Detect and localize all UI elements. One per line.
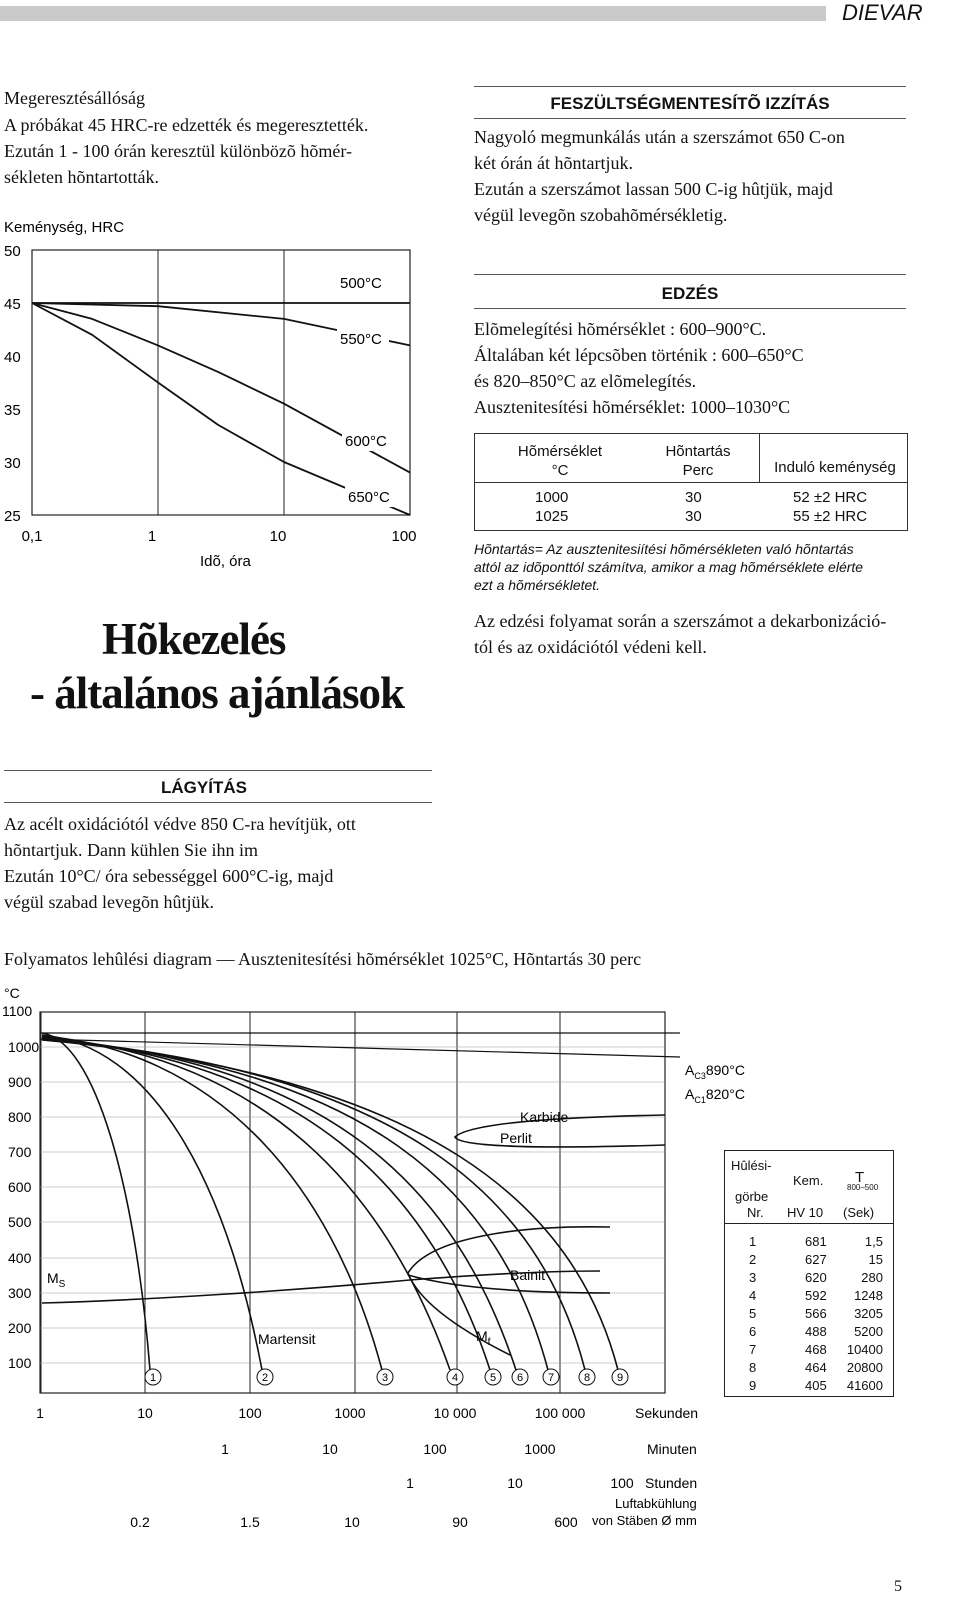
tempering-line: sékleten hõntartották. bbox=[4, 167, 159, 187]
tempering-xtick: 10 bbox=[269, 528, 287, 545]
axis-seconds-tick: 10 000 bbox=[433, 1405, 477, 1421]
stress-relief-line: végül levegõn szobahõmérsékletig. bbox=[474, 205, 728, 225]
table-cell: 1000 bbox=[535, 489, 569, 506]
cct-table-row bbox=[725, 1233, 893, 1251]
axis-air-tick: 1.5 bbox=[240, 1514, 260, 1530]
cct-curve-number: 4 bbox=[451, 1372, 459, 1384]
tempering-series-label: 650°C bbox=[348, 489, 390, 506]
cct-ytick: 900 bbox=[8, 1074, 32, 1090]
cct-curve-number: 7 bbox=[547, 1372, 555, 1384]
tempering-series-label: 550°C bbox=[340, 331, 382, 348]
cct-table-h2b: HV 10 bbox=[787, 1205, 824, 1220]
axis-seconds-tick: 100 000 bbox=[534, 1405, 586, 1421]
table-header-hold: Hõntartás Perc bbox=[665, 443, 731, 479]
cct-table-cell: 280 bbox=[861, 1270, 883, 1285]
martensit-label: Martensit bbox=[258, 1331, 316, 1347]
cct-curve-number: 6 bbox=[516, 1372, 524, 1384]
axis-air-tick: 10 bbox=[344, 1514, 360, 1530]
ac1-label: $A_{C1}820^\circ C$ bbox=[685, 1086, 745, 1105]
cct-ytick: 100 bbox=[8, 1355, 32, 1371]
cct-table-row bbox=[725, 1341, 893, 1359]
cct-table-h1: Hûlési- bbox=[731, 1158, 772, 1173]
axis-seconds-unit: Sekunden bbox=[635, 1405, 699, 1421]
cct-table-cell: 592 bbox=[805, 1288, 827, 1303]
annealing-title: LÁGYÍTÁS bbox=[161, 778, 247, 797]
tempering-xtick: 1 bbox=[147, 528, 157, 545]
cct-ytick: 500 bbox=[8, 1214, 32, 1230]
table-cell: 30 bbox=[685, 489, 702, 506]
bainit-label: Bainit bbox=[510, 1267, 546, 1283]
tempering-ytick: 25 bbox=[4, 508, 21, 525]
axis-seconds-tick: 100 bbox=[238, 1405, 262, 1421]
bainite-region bbox=[408, 1227, 610, 1355]
cct-ytick: 600 bbox=[8, 1179, 32, 1195]
cct-table-row bbox=[725, 1287, 893, 1305]
axis-seconds-tick: 10 bbox=[137, 1405, 153, 1421]
stress-relief-text bbox=[474, 124, 944, 228]
stress-relief-line: Ezután a szerszámot lassan 500 C-ig hûtjük, majd bbox=[474, 179, 833, 199]
cct-curve-number: 9 bbox=[616, 1372, 624, 1384]
table-col-hold bbox=[685, 488, 702, 526]
cct-ytick: 1000 bbox=[8, 1039, 40, 1055]
tempering-curves bbox=[32, 273, 410, 515]
cct-ytick: 200 bbox=[8, 1320, 32, 1336]
axis-air-unit2: von Stäben Ø mm bbox=[592, 1513, 697, 1528]
hardening-line: Ausztenitesítési hõmérséklet: 1000–1030°C bbox=[474, 397, 791, 417]
table-header-temp: Hõmérséklet °C bbox=[517, 443, 603, 479]
header-bar bbox=[0, 6, 826, 21]
main-title-line1: Hõkezelés bbox=[102, 614, 286, 664]
cct-table-row bbox=[725, 1377, 893, 1395]
hardening-line: és 820–850°C az elõmelegítés. bbox=[474, 371, 697, 391]
cct-ytick: 1100 bbox=[2, 1003, 33, 1019]
cct-table-cell: 488 bbox=[805, 1324, 827, 1339]
cct-table-cell: 6 bbox=[749, 1324, 757, 1339]
cct-time-axes bbox=[36, 1405, 698, 1530]
axis-hours-tick: 100 bbox=[610, 1475, 634, 1491]
cct-ytick: 300 bbox=[8, 1285, 32, 1301]
cct-table-h2: Kem. bbox=[793, 1173, 824, 1188]
tempering-title: Megeresztésállóság bbox=[4, 88, 145, 108]
axis-air-tick: 90 bbox=[452, 1514, 468, 1530]
cct-table-cell: 566 bbox=[805, 1306, 827, 1321]
tempering-ytick: 40 bbox=[4, 349, 21, 366]
cct-table-cell: 681 bbox=[805, 1234, 827, 1249]
cct-curve-number: 8 bbox=[583, 1372, 591, 1384]
tempering-text bbox=[4, 112, 444, 190]
cct-curve bbox=[42, 1038, 516, 1370]
cct-table-cell: 15 bbox=[868, 1252, 883, 1267]
cct-table-h3b: (Sek) bbox=[843, 1205, 875, 1220]
cct-curve bbox=[42, 1036, 382, 1370]
cct-table bbox=[724, 1150, 894, 1397]
cct-table-cell: 464 bbox=[805, 1360, 827, 1375]
tempering-xtick: 0,1 bbox=[21, 528, 43, 545]
cct-table-h1b: görbe bbox=[735, 1189, 769, 1204]
ms-label: $M_S$ bbox=[47, 1270, 66, 1290]
cct-curve-number: 1 bbox=[149, 1372, 157, 1384]
annealing-text bbox=[4, 811, 444, 915]
page-number: 5 bbox=[894, 1578, 902, 1595]
hardening-after bbox=[474, 608, 944, 660]
cct-curve-number: 2 bbox=[261, 1372, 269, 1384]
axis-air-unit1: Luftabkühlung bbox=[615, 1496, 697, 1511]
hardening-line: Elõmelegítési hõmérséklet : 600–900°C. bbox=[474, 319, 767, 339]
cct-curve bbox=[42, 1035, 262, 1370]
hardening-table bbox=[474, 433, 908, 531]
cct-table-cell: 20800 bbox=[846, 1360, 883, 1375]
table-col-hardness bbox=[793, 488, 867, 526]
note-line: attól az idõponttól számítva, amikor a mag hõmérséklete elérte bbox=[474, 559, 864, 575]
annealing-line: Ezután 10°C/ óra sebességgel 600°C-ig, majd bbox=[4, 866, 334, 886]
cct-diagram bbox=[0, 975, 745, 1535]
stress-relief-line: Nagyoló megmunkálás után a szerszámot 650 C-on bbox=[474, 127, 845, 147]
cct-curve bbox=[42, 1039, 585, 1370]
cct-title: Folyamatos lehûlési diagram — Ausztenitesítési hõmérséklet 1025°C, Hõntartás 30 perc bbox=[4, 949, 642, 969]
cct-table-cell: 1,5 bbox=[864, 1234, 883, 1249]
cct-table-cell: 2 bbox=[749, 1252, 757, 1267]
tempering-series-label: 600°C bbox=[345, 433, 387, 450]
main-title bbox=[30, 612, 404, 720]
axis-minutes-tick: 10 bbox=[322, 1441, 338, 1457]
cct-table-cell: 627 bbox=[805, 1252, 827, 1267]
tempering-ylabel: Keménység, HRC bbox=[4, 219, 125, 236]
karbide-label: Karbide bbox=[520, 1109, 569, 1125]
hardening-line: Általában két lépcsõben történik : 600–650°C bbox=[474, 345, 804, 365]
tempering-xlabel: Idõ, óra bbox=[200, 553, 251, 570]
cct-yticks bbox=[2, 1003, 39, 1371]
axis-seconds-tick: 1 bbox=[36, 1405, 44, 1421]
axis-minutes-unit: Minuten bbox=[647, 1441, 697, 1457]
after-line: tól és az oxidációtól védeni kell. bbox=[474, 637, 707, 657]
axis-hours-tick: 1 bbox=[406, 1475, 414, 1491]
cct-table-cell: 1248 bbox=[854, 1288, 883, 1303]
cct-ytick: 800 bbox=[8, 1109, 32, 1125]
after-line: Az edzési folyamat során a szerszámot a dekarbonizáció- bbox=[474, 611, 887, 631]
annealing-line: Az acélt oxidációtól védve 850 C-ra hevítjük, ott bbox=[4, 814, 356, 834]
main-title-line2: - általános ajánlások bbox=[30, 668, 405, 718]
axis-minutes-tick: 1000 bbox=[524, 1441, 556, 1457]
tempering-chart bbox=[0, 210, 450, 580]
cct-table-row bbox=[725, 1323, 893, 1341]
cct-table-cell: 9 bbox=[749, 1378, 757, 1393]
note-line: ezt a hõmérsékletet. bbox=[474, 577, 601, 593]
cct-table-cell: 468 bbox=[805, 1342, 827, 1357]
axis-hours-tick: 10 bbox=[507, 1475, 523, 1491]
cct-table-row bbox=[725, 1269, 893, 1287]
cct-table-cell: 10400 bbox=[846, 1342, 883, 1357]
cct-cooling-curves bbox=[42, 1033, 665, 1370]
cct-table-cell: 620 bbox=[805, 1270, 827, 1285]
cct-curve-numbers bbox=[145, 1369, 628, 1385]
tempering-ytick: 45 bbox=[4, 296, 21, 313]
tempering-series-label: 500°C bbox=[340, 275, 382, 292]
cct-table-row bbox=[725, 1359, 893, 1377]
cct-table-h3: T bbox=[855, 1169, 865, 1186]
tempering-xtick: 100 bbox=[391, 528, 417, 545]
annealing-line: hõntartjuk. Dann kühlen Sie ihn im bbox=[4, 840, 258, 860]
cct-ytick: 700 bbox=[8, 1144, 32, 1160]
cct-table-cell: 41600 bbox=[846, 1378, 883, 1393]
ac3-label: $A_{C3}890^\circ C$ bbox=[685, 1062, 745, 1081]
axis-air-tick: 600 bbox=[554, 1514, 578, 1530]
hardening-text bbox=[474, 316, 944, 420]
table-col-temp bbox=[535, 488, 568, 526]
note-line: Hõntartás= Az ausztenitesiítési hõmérsékleten való hõntartás bbox=[474, 541, 854, 557]
table-cell: 52 ±2 HRC bbox=[793, 489, 868, 506]
tempering-ytick: 50 bbox=[4, 243, 21, 260]
table-cell: 1025 bbox=[535, 508, 569, 525]
cct-curve bbox=[42, 1033, 150, 1370]
axis-air-tick: 0.2 bbox=[130, 1514, 150, 1530]
cct-table-cell: 7 bbox=[749, 1342, 757, 1357]
tempering-ytick: 30 bbox=[4, 455, 21, 472]
cct-table-rows bbox=[725, 1233, 893, 1395]
cct-table-h3sub: 800–500 bbox=[847, 1183, 879, 1192]
tempering-line: Ezután 1 - 100 órán keresztül különbözõ hõmér- bbox=[4, 141, 353, 161]
cct-table-row bbox=[725, 1305, 893, 1323]
cct-table-cell: 8 bbox=[749, 1360, 757, 1375]
cct-unit: °C bbox=[4, 985, 20, 1001]
axis-minutes-tick: 1 bbox=[221, 1441, 229, 1457]
stress-relief-line: két órán át hõntartjuk. bbox=[474, 153, 633, 173]
table-cell: 30 bbox=[685, 508, 702, 525]
cct-table-row bbox=[725, 1251, 893, 1269]
cct-grid bbox=[40, 1012, 680, 1393]
annealing-line: végül szabad levegõn hûtjük. bbox=[4, 892, 214, 912]
axis-minutes-tick: 100 bbox=[423, 1441, 447, 1457]
cct-table-cell: 3 bbox=[749, 1270, 757, 1285]
cct-curve-number: 5 bbox=[489, 1372, 497, 1384]
perlit-label: Perlit bbox=[500, 1130, 532, 1146]
table-header-hardness: Induló keménység bbox=[774, 459, 896, 476]
stress-relief-title: FESZÜLTSÉGMENTESÍTÕ IZZÍTÁS bbox=[550, 94, 830, 113]
axis-hours-unit: Stunden bbox=[645, 1475, 698, 1491]
cct-table-cell: 405 bbox=[805, 1378, 827, 1393]
mf-label: $M_f$ bbox=[476, 1328, 491, 1348]
brand-label: DIEVAR bbox=[842, 0, 923, 25]
hardening-title: EDZÉS bbox=[661, 284, 719, 303]
tempering-line: A próbákat 45 HRC-re edzették és megeresztették. bbox=[4, 115, 369, 135]
tempering-ytick: 35 bbox=[4, 402, 21, 419]
cct-table-cell: 4 bbox=[749, 1288, 757, 1303]
hardening-note bbox=[474, 540, 944, 594]
cct-table-cell: 3205 bbox=[854, 1306, 883, 1321]
cct-curve-number: 3 bbox=[381, 1372, 389, 1384]
cct-table-cell: 1 bbox=[749, 1234, 757, 1249]
table-cell: 55 ±2 HRC bbox=[793, 508, 868, 525]
cct-table-cell: 5 bbox=[749, 1306, 757, 1321]
cct-table-cell: 5200 bbox=[854, 1324, 883, 1339]
cct-table-h1c: Nr. bbox=[747, 1205, 764, 1220]
cct-ytick: 400 bbox=[8, 1250, 32, 1266]
axis-seconds-tick: 1000 bbox=[334, 1405, 366, 1421]
